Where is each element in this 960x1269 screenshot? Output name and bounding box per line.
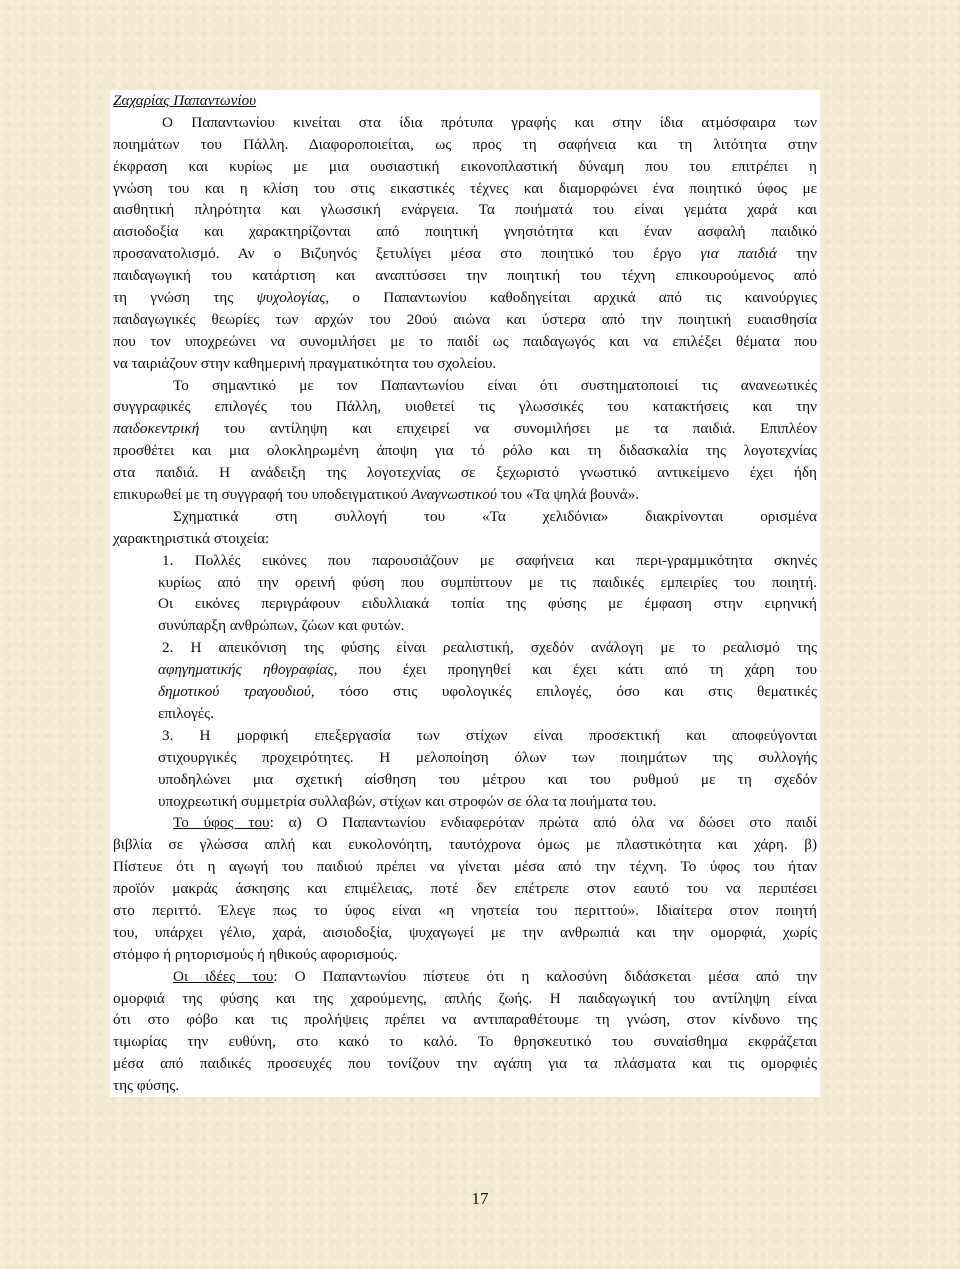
text-line: χαρακτηριστικά στοιχεία: [113, 529, 270, 547]
text-line: τιμωρίας την ευθύνη, στο κακό το καλό. Το θρησκευτικό του συναίσθημα εκφράζεται [113, 1033, 817, 1051]
text-line: 1. Πολλές εικόνες που παρουσιάζουν με σαφήνεια και περι-γραμμικότητα σκηνές [162, 551, 817, 569]
text-line: συνύπαρξη ανθρώπων, ζώων και φυτών. [158, 617, 405, 635]
text-line: επικυρωθεί με τη συγγραφή του υποδειγματικού Αναγνωστικού του «Τα ψηλά βουνά». [113, 486, 640, 504]
text-line: υποχρεωτική συμμετρία συλλαβών, στίχων και στροφών σε όλα τα ποιήματα του. [158, 792, 657, 810]
paragraph-ideas [110, 966, 820, 1097]
author-heading: Ζαχαρίας Παπαντωνίου [110, 90, 820, 112]
text-line: επιλογές. [158, 704, 214, 722]
paragraph-style [110, 812, 820, 965]
text-line: ότι στο φόβο και τις προλήψεις πρέπει να αντιπαραθέτουμε τη γνώση, στον κίνδυνο της [113, 1011, 817, 1029]
text-line: Ο Παπαντωνίου κινείται στα ίδια πρότυπα γραφής και στην ίδια ατμόσφαιρα των [162, 113, 817, 131]
text-line: Οι εικόνες περιγράφουν ειδυλλιακά τοπία της φύσης με έμφαση στην ειρηνική [158, 595, 817, 613]
list-item [113, 550, 817, 638]
text-line: γνώση του και η κλίση του στις εικαστικές τέχνες και διαμορφώνει ένα ποιητικό ύφος με [113, 179, 817, 197]
text-line: 2. Η απεικόνιση της φύσης είναι ρεαλιστική, σχεδόν ανάλογη με το ρεαλισμό της [162, 639, 817, 657]
text-line: κυρίως από την ορεινή φύση που συμπίπτουν με τις παιδικές εμπειρίες του ποιητή. [158, 573, 817, 591]
text-line: Πίστευε ότι η αγωγή του παιδιού πρέπει να γίνεται μέσα από την τέχνη. Το ύφος του ήταν [113, 858, 817, 876]
text-line: αφηγηματικής ηθογραφίας, που έχει προηγηθεί και έχει κάτι από τη χάρη του [158, 661, 817, 679]
text-line: που τον υποχρεώνει να συνομιλήσει με το παιδί ως παιδαγωγός και να επιλέξει θέματα που [113, 332, 817, 350]
text-line: στόμφο ή ρητορισμούς ή ηθικούς αφορισμούς. [113, 945, 398, 963]
paragraph-characteristics-intro [110, 506, 820, 550]
text-line: παιδαγωγικές θεωρίες των αρχών του 20ού αιώνα και ύστερα από την ποιητική ευαισθησία [113, 310, 817, 328]
text-line: τη γνώση της ψυχολογίας, ο Παπαντωνίου καθοδηγείται αρχικά από τις καινούργιες [113, 289, 817, 307]
text-line: Το ύφος του: α) Ο Παπαντωνίου ενδιαφερόταν πρώτα από όλα να δώσει στο παιδί [173, 814, 817, 832]
text-line: στιχουργικές προχειρότητες. Η μελοποίηση όλων των ποιημάτων της συλλογής [158, 748, 817, 766]
text-line: παιδοκεντρική του αντίληψη και επιχειρεί να συνομιλήσει με τα παιδιά. Επιπλέον [113, 420, 817, 438]
page-number: 17 [471, 1189, 489, 1208]
text-line: του, υπάρχει γέλιο, χαρά, αισιοδοξία, ψυχαγωγεί με την ανθρωπιά και την ομορφιά, χωρίς [113, 923, 817, 941]
text-line: 3. Η μορφική επεξεργασία των στίχων είναι προσεκτική και αποφεύγονται [162, 726, 817, 744]
text-line: προσθέτει και μια ολοκληρωμένη άποψη για τό ρόλο και τη διδασκαλία της λογοτεχνίας [113, 442, 817, 460]
text-line: Οι ιδέες του: Ο Παπαντωνίου πίστευε ότι η καλοσύνη διδάσκεται μέσα από την [173, 967, 817, 985]
text-line: ποιημάτων του Πάλλη. Διαφοροποιείται, ως προς τη σαφήνεια και τη λιτότητα στην [113, 135, 817, 153]
text-line: έκφραση και κυρίως με μια ουσιαστική εικονοπλαστική δύναμη που του επιτρέπει η [113, 157, 817, 175]
paragraph-significance [110, 375, 820, 506]
text-line: ομορφιά της φύσης και της χαρούμενης, απλής ζωής. Η παιδαγωγική του αντίληψη είναι [113, 989, 817, 1007]
text-line: προϊόν μακράς άσκησης και επιμέλειας, ποτέ δεν επέτρεπε στον εαυτό του να περιπέσει [113, 880, 817, 898]
list-item [113, 637, 817, 725]
text-line: στο περιττό. Έλεγε πως το ύφος είναι «η νηστεία του περιττού». Ιδιαίτερα στον ποιητή [113, 901, 817, 919]
characteristics-list [110, 550, 820, 813]
text-line: συγγραφικές επιλογές του Πάλλη, υιοθετεί τις γλωσσικές του κατακτήσεις και την [113, 398, 817, 416]
text-line: παιδαγωγική του κατάρτιση και αναπτύσσει την ποιητική του τέχνη επικουρούμενος από [113, 267, 817, 285]
text-line: Το σημαντικό με τον Παπαντωνίου είναι ότι συστηματοποιεί τις ανανεωτικές [173, 376, 817, 394]
text-line: να ταιριάζουν στην καθημερινή πραγματικότητα του σχολείου. [113, 354, 497, 372]
text-line: στα παιδιά. Η ανάδειξη της λογοτεχνίας σε ξεχωριστό γνωστικό αντικείμενο έχει ήδη [113, 464, 817, 482]
text-line: της φύσης. [113, 1077, 180, 1095]
list-item [113, 725, 817, 813]
text-line: αισιοδοξία και χαρακτηρίζονται από ποιητική γνησιότητα και έναν ασφαλή παιδικό [113, 223, 817, 241]
text-line: υποδηλώνει μια σχετική αίσθηση του μέτρου και του ρυθμού με τη σχεδόν [158, 770, 817, 788]
text-line: προσανατολισμό. Αν ο Βιζυηνός ξετυλίγει μέσα στο ποιητικό του έργο για παιδιά την [113, 245, 817, 263]
text-line: βιβλία σε γλώσσα απλή και ευκολονόητη, ταυτόχρονα όμως με πλαστικότητα και χάρη. β) [113, 836, 817, 854]
ideas-heading: Οι ιδέες του [173, 967, 274, 985]
text-line: Σχηματικά στη συλλογή του «Τα χελιδόνια» διακρίνονται ορισμένα [173, 507, 817, 525]
text-line: μέσα από παιδικές προσευχές που τονίζουν την αγάπη για τα πλάσματα και τις ομορφιές [113, 1055, 817, 1073]
text-line: δημοτικού τραγουδιού, τόσο στις υφολογικές επιλογές, όσο και στις θεματικές [158, 683, 817, 701]
text-line: αισθητική πληρότητα και γλωσσική ενάργεια. Τα ποιήματά του είναι γεμάτα χαρά και [113, 201, 817, 219]
paragraph-intro [110, 112, 820, 375]
style-heading: Το ύφος του [173, 814, 270, 832]
document-page [110, 90, 820, 1097]
